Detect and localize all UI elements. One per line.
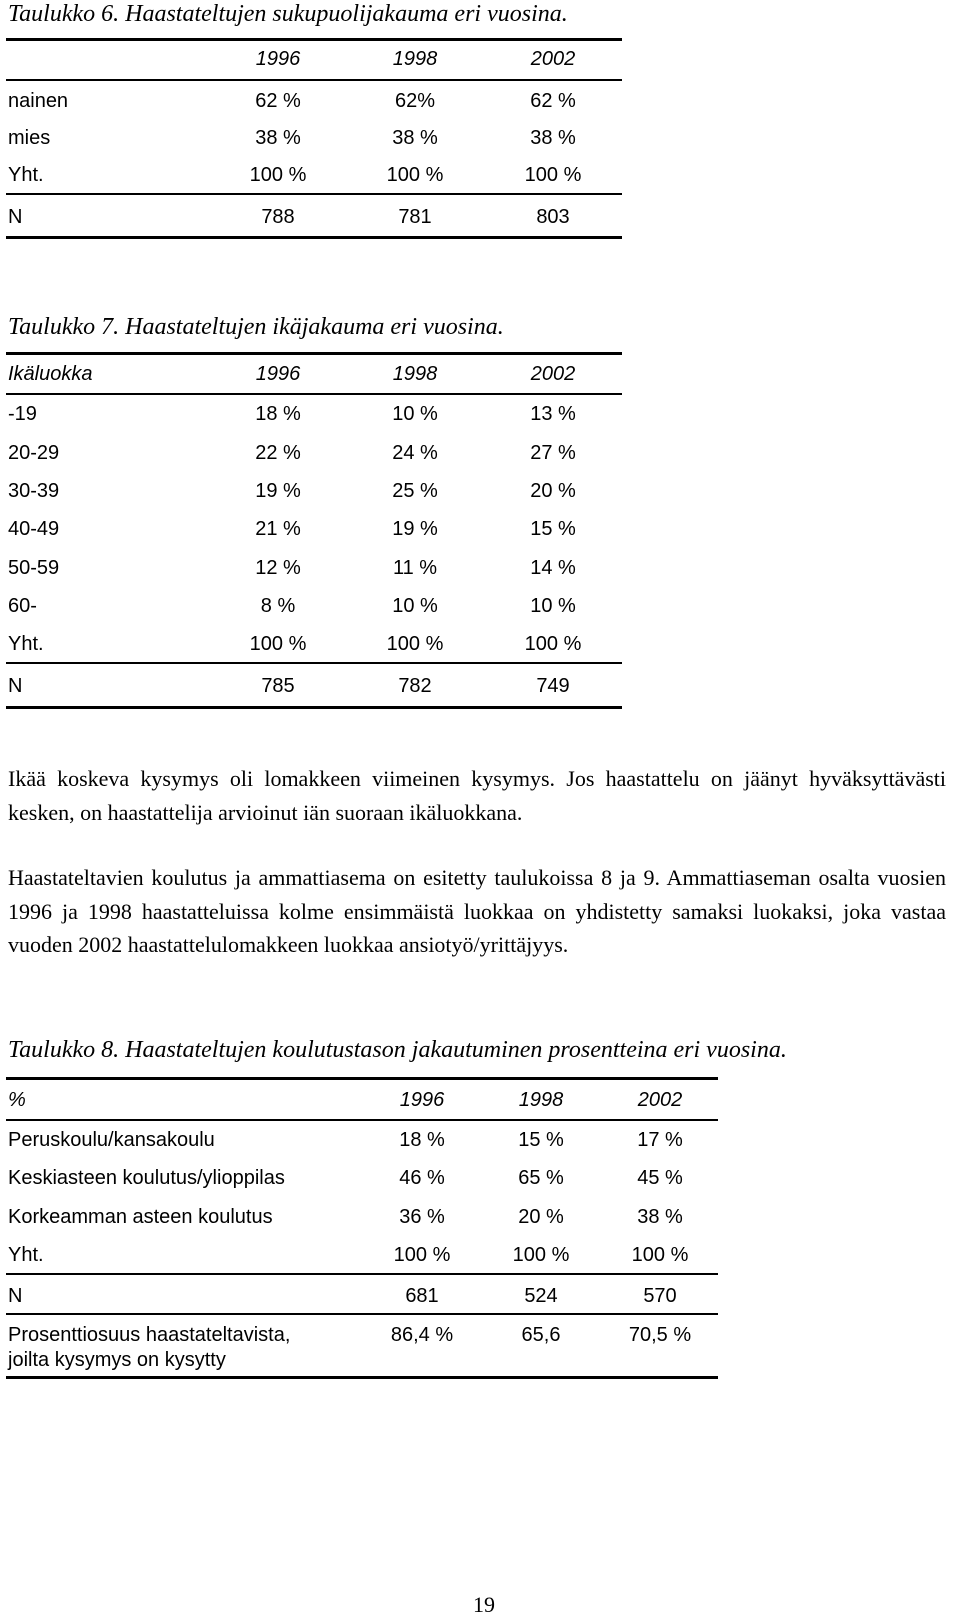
table7-cell: 749 xyxy=(536,675,570,697)
table7-header-year: 1998 xyxy=(392,363,438,385)
table6-header-year: 2002 xyxy=(530,48,576,70)
table6-caption: Taulukko 6. Haastateltujen sukupuolijakauma eri vuosina. xyxy=(8,1,568,27)
table8-cell: 100 % xyxy=(393,1244,451,1266)
table7-row-label: -19 xyxy=(8,403,37,425)
table8-cell: 45 % xyxy=(637,1167,683,1189)
table8-cell: 100 % xyxy=(631,1244,689,1266)
table7-bottom-rule xyxy=(6,706,622,709)
table8-cell: 15 % xyxy=(518,1129,564,1151)
table6-top-rule xyxy=(6,38,622,41)
table7-header-label: Ikäluokka xyxy=(8,363,93,385)
table7-cell: 8 % xyxy=(260,595,296,617)
table7-row-label: 30-39 xyxy=(8,480,60,502)
table7-cell: 10 % xyxy=(530,595,576,617)
table8-n-rule xyxy=(6,1313,718,1315)
table8-cell: 100 % xyxy=(512,1244,570,1266)
table7-header-rule xyxy=(6,393,622,395)
table7-cell: 14 % xyxy=(530,557,576,579)
table7-row-label: 20-29 xyxy=(8,442,60,464)
table8-caption: Taulukko 8. Haastateltujen koulutustason jakautuminen prosentteina eri vuosina. xyxy=(8,1037,787,1063)
table8-bottom-rule xyxy=(6,1376,718,1379)
table7-cell: 10 % xyxy=(392,403,438,425)
table7-cell: 22 % xyxy=(255,442,301,464)
table7-caption: Taulukko 7. Haastateltujen ikäjakauma eri vuosina. xyxy=(8,314,504,340)
table6-header-year: 1998 xyxy=(392,48,438,70)
table7-row-label: Yht. xyxy=(8,633,44,655)
table7-cell: 100 % xyxy=(524,633,582,655)
table8-cell: 18 % xyxy=(399,1129,445,1151)
table6-cell: 100 % xyxy=(386,164,444,186)
table8-cell: 681 xyxy=(405,1285,439,1307)
table7-cell: 15 % xyxy=(530,518,576,540)
table6-cell: 100 % xyxy=(249,164,307,186)
table7-row-label: N xyxy=(8,675,23,697)
table8-share-cell: 65,6 xyxy=(521,1324,561,1346)
table8-cell: 524 xyxy=(524,1285,558,1307)
table6-cell: 100 % xyxy=(524,164,582,186)
table8-top-rule xyxy=(6,1077,718,1080)
table7-cell: 13 % xyxy=(530,403,576,425)
body-paragraph: Haastateltavien koulutus ja ammattiasema on esitetty taulukoissa 8 ja 9. Ammattiaseman osalta vuosien 1996 ja 1998 haastatteluissa kolme ensimmäistä luokkaa on yhdistetty samaksi luokaksi, joka vastaa vuoden 2002 haastattelulomakkeen luokkaa ansiotyö/yrittäjyys. xyxy=(8,865,946,957)
table8-header-year: 1998 xyxy=(518,1089,564,1111)
table7-row-label: 50-59 xyxy=(8,557,60,579)
table7-cell: 20 % xyxy=(530,480,576,502)
table6-cell: 781 xyxy=(398,206,432,228)
table8-share-cell: 70,5 % xyxy=(628,1324,692,1346)
table7-row-label: 60- xyxy=(8,595,37,617)
table6-cell: 62 % xyxy=(255,90,301,112)
table7-header-year: 2002 xyxy=(530,363,576,385)
table8-cell: 65 % xyxy=(518,1167,564,1189)
table7-cell: 100 % xyxy=(249,633,307,655)
table6-cell: 38 % xyxy=(255,127,301,149)
table6-cell: 38 % xyxy=(530,127,576,149)
table8-row-label: Korkeamman asteen koulutus xyxy=(8,1206,273,1228)
table6-cell: 38 % xyxy=(392,127,438,149)
table6-header-rule xyxy=(6,79,622,81)
table7-cell: 25 % xyxy=(392,480,438,502)
table6-row-label: nainen xyxy=(8,90,69,112)
table6-bottom-rule xyxy=(6,236,622,239)
table7-cell: 12 % xyxy=(255,557,301,579)
table8-cell: 38 % xyxy=(637,1206,683,1228)
table7-cell: 100 % xyxy=(386,633,444,655)
table6-cell: 62 % xyxy=(530,90,576,112)
table8-header-year: 1996 xyxy=(399,1089,445,1111)
table8-cell: 570 xyxy=(643,1285,677,1307)
table7-cell: 11 % xyxy=(392,557,438,579)
table7-cell: 21 % xyxy=(255,518,301,540)
table7-cell: 785 xyxy=(261,675,295,697)
table8-cell: 17 % xyxy=(637,1129,683,1151)
table7-cell: 19 % xyxy=(392,518,438,540)
table7-cell: 24 % xyxy=(392,442,438,464)
table8-share-label-line2: joilta kysymys on kysytty xyxy=(8,1349,226,1371)
body-paragraph: Ikää koskeva kysymys oli lomakkeen viimeinen kysymys. Jos haastattelu on jäänyt hyväksyttävästi kesken, on haastattelija arvioinut iän suoraan ikäluokkana. xyxy=(8,766,946,825)
table8-cell: 36 % xyxy=(399,1206,445,1228)
table7-cell: 18 % xyxy=(255,403,301,425)
table8-row-label: Peruskoulu/kansakoulu xyxy=(8,1129,215,1151)
table7-cell: 782 xyxy=(398,675,432,697)
table8-header-year: 2002 xyxy=(637,1089,683,1111)
table7-cell: 10 % xyxy=(392,595,438,617)
table8-row-label: Keskiasteen koulutus/ylioppilas xyxy=(8,1167,285,1189)
table8-cell: 46 % xyxy=(399,1167,445,1189)
table6-cell: 788 xyxy=(261,206,295,228)
table8-total-rule xyxy=(6,1273,718,1275)
table7-top-rule xyxy=(6,352,622,355)
table8-share-cell: 86,4 % xyxy=(390,1324,454,1346)
table7-header-year: 1996 xyxy=(255,363,301,385)
table6-total-rule xyxy=(6,193,622,195)
table6-cell: 62% xyxy=(394,90,436,112)
table8-cell: 20 % xyxy=(518,1206,564,1228)
table6-cell: 803 xyxy=(536,206,570,228)
page-number: 19 xyxy=(473,1592,495,1617)
table6-row-label: mies xyxy=(8,127,51,149)
table6-row-label: Yht. xyxy=(8,164,44,186)
table7-row-label: 40-49 xyxy=(8,518,60,540)
table8-share-label-line1: Prosenttiosuus haastateltavista, xyxy=(8,1324,291,1346)
table7-cell: 27 % xyxy=(530,442,576,464)
table8-row-label: N xyxy=(8,1285,23,1307)
table6-header-year: 1996 xyxy=(255,48,301,70)
table7-total-rule xyxy=(6,662,622,664)
table8-header-label: % xyxy=(8,1089,26,1111)
table8-row-label: Yht. xyxy=(8,1244,44,1266)
table6-row-label: N xyxy=(8,206,23,228)
table8-header-rule xyxy=(6,1119,718,1121)
table7-cell: 19 % xyxy=(255,480,301,502)
